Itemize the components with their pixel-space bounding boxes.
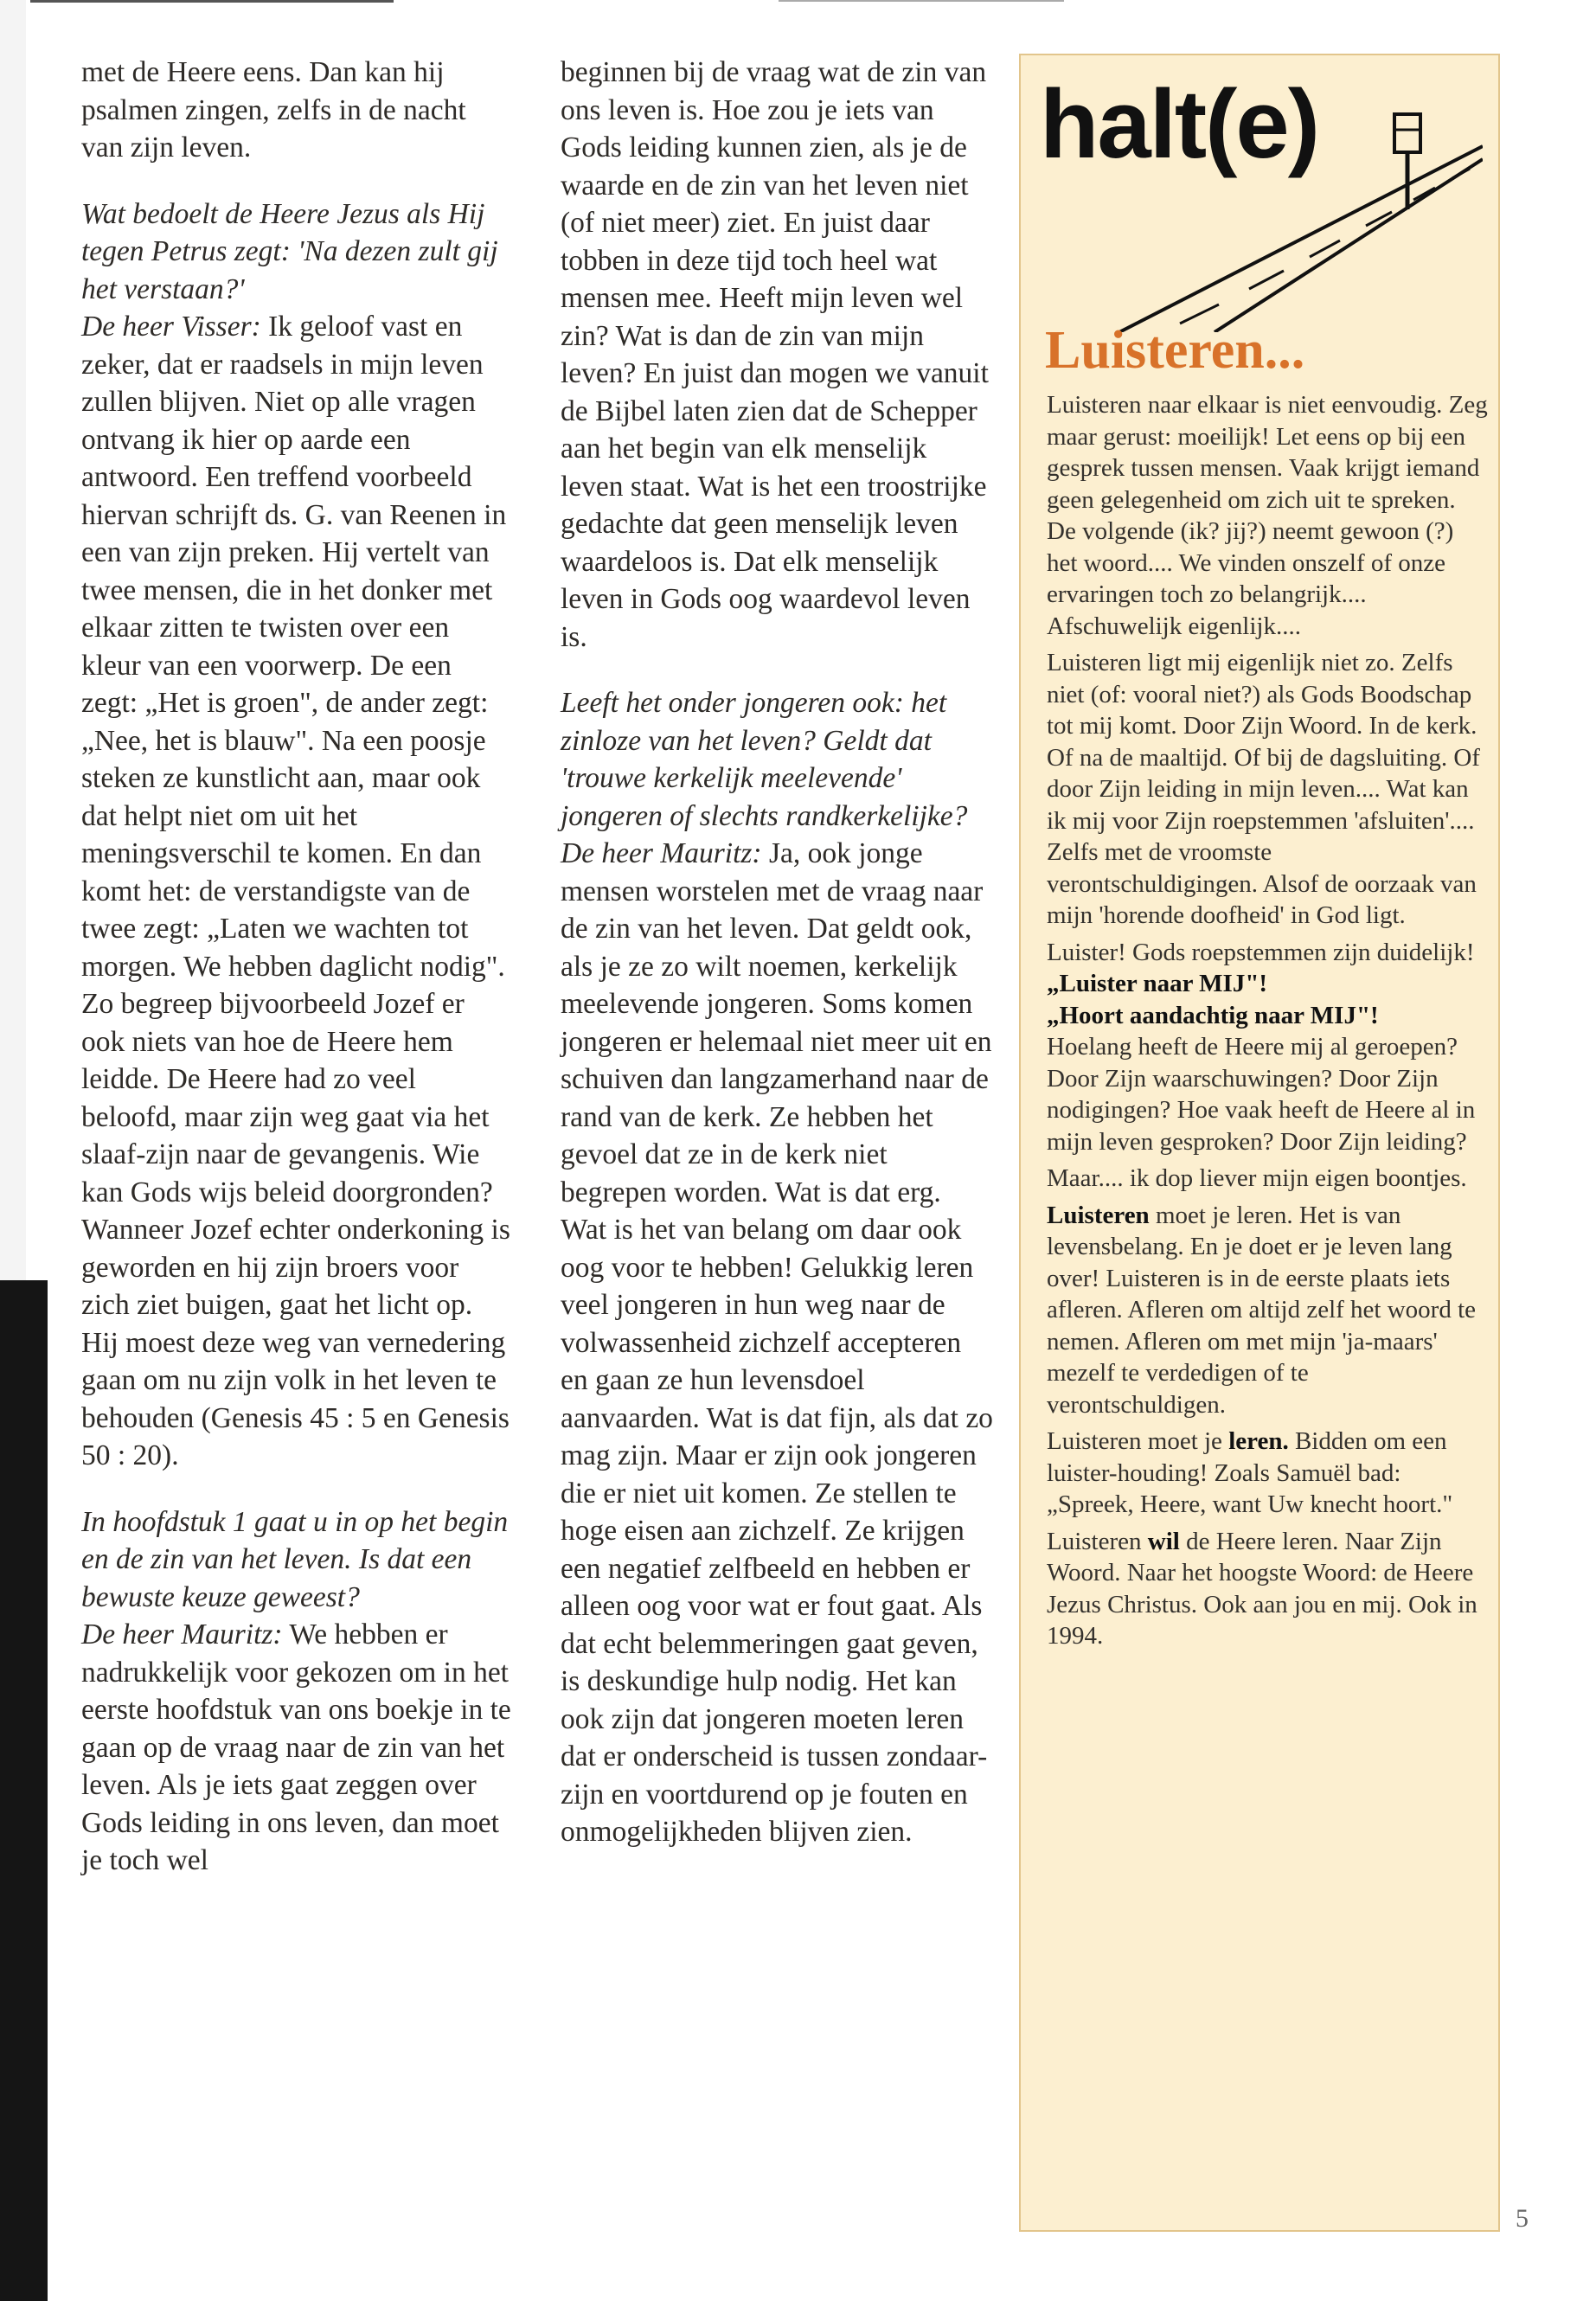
sidebar-box xyxy=(1019,54,1500,2232)
page-edge xyxy=(0,0,26,1280)
box-paragraph: Luisteren moet je leren. Het is van levensbelang. En je doet er je leven lang over! Luisteren is in de eerste plaats iets afleren. Afleren om altijd zelf het woord te nemen. Afleren om met mijn 'ja-maars' mezelf te verdedigen of te verontschuldigen. xyxy=(1047,1201,1477,1419)
top-rule-right xyxy=(779,0,1064,2)
answer xyxy=(561,835,993,1851)
text-column-1 xyxy=(81,54,514,1880)
answer xyxy=(81,308,514,1475)
interview-question: Wat bedoelt de Heere Jezus als Hij tegen Petrus zegt: 'Na dezen zult gij het verstaan?' xyxy=(81,197,498,305)
box-body xyxy=(1047,389,1488,1657)
speaker-label: De heer Mauritz: xyxy=(81,1618,283,1650)
bus-stop-sign-icon xyxy=(1394,114,1420,209)
box-paragraph: Luisteren wil de Heere leren. Naar Zijn Woord. Naar het hoogste Woord: de Heere Jezus Christus. Ook aan jou en mij. Ook in 1994. xyxy=(1047,1527,1477,1650)
logo-text: halt(e) xyxy=(1040,70,1318,178)
box-paragraph: Luister! Gods roepstemmen zijn duidelijk! „Luister naar MIJ"! „Hoort aandachtig naar MIJ"! Hoelang heeft de Heere mij al geroepen? Door Zijn waarschuwingen? Door Zijn nodigingen? Hoe vaak heeft de Heere al in mijn leven gesproken? Door Zijn leiding? xyxy=(1047,938,1476,1156)
speaker-label: De heer Visser: xyxy=(81,311,261,343)
binding-shadow xyxy=(0,1280,48,2301)
answer-text: We hebben er nadrukkelijk voor gekozen om in het eerste hoofdstuk van ons boekje in te gaan op de vraag naar de zin van het leven. Als je iets gaat zeggen over Gods leiding in ons leven, dan moet je toch wel xyxy=(81,1618,511,1876)
box-heading: Luisteren... xyxy=(1045,321,1305,380)
answer-text: Ja, ook jonge mensen worstelen met de vraag naar de zin van het leven. Dat geldt ook, als je ze zo wilt noemen, kerkelijk meelevende jongeren. Soms komen jongeren er helemaal niet meer uit en schuiven dan langzamerhand naar de rand van de kerk. Ze hebben het gevoel dat ze in de kerk niet begrepen worden. Wat is dat erg. Wat is het van belang om daar ook oog voor te hebben! Gelukkig leren veel jongeren in hun weg naar de volwassenheid zichzelf accepteren en gaan ze hun levensdoel aanvaarden. Wat is dat fijn, als dat zo mag zijn. Maar er zijn ook jongeren die er niet uit komen. Ze stellen te hoge eisen aan zichzelf. Ze krijgen een negatief zelfbeeld en hebben er alleen oog voor wat er fout gaat. Als dat echt belemmeringen gaat geven, is deskundige hulp nodig. Het kan ook zijn dat jongeren moeten leren dat er onderscheid is tussen zondaar-zijn en voortdurend op je fouten en onmogelijkheden blijven zien. xyxy=(561,837,993,1848)
bold-quote: „Luister naar MIJ"! xyxy=(1047,970,1268,997)
speaker-label: De heer Mauritz: xyxy=(561,837,762,869)
box-paragraph: Luisteren naar elkaar is niet eenvoudig. Zeg maar gerust: moeilijk! Let eens op bij een gesprek tussen mensen. Vaak krijgt iemand geen gelegenheid om zich uit te spreken. De volgende (ik? jij?) neemt gewoon (?) het woord.... We vinden onszelf of onze ervaringen toch zo belangrijk.... Afschuwelijk eigenlijk.... xyxy=(1047,391,1488,640)
text-column-2 xyxy=(561,54,993,1851)
interview-question: In hoofdstuk 1 gaat u in op het begin en de zin van het leven. Is dat een bewuste keuze geweest? xyxy=(81,1505,509,1613)
page-number: 5 xyxy=(1516,2204,1529,2233)
bold-quote: „Hoort aandachtig naar MIJ"! xyxy=(1047,1001,1379,1029)
interview-question: Leeft het onder jongeren ook: het zinloze van het leven? Geldt dat 'trouwe kerkelijk meelevende' jongeren of slechts randkerkelijke? xyxy=(561,687,968,832)
paragraph: met de Heere eens. Dan kan hij psalmen zingen, zelfs in de nacht van zijn leven. xyxy=(81,56,466,163)
box-paragraph: Luisteren ligt mij eigenlijk niet zo. Zelfs niet (of: vooral niet?) als Gods Boodschap tot mij komt. Door Zijn Woord. In de kerk. Of na de maaltijd. Of bij de dagsluiting. Of door Zijn leiding in mijn leven.... Wat kan ik mij voor Zijn roepstemmen 'afsluiten'.... Zelfs met de vroomste verontschuldigingen. Alsof de oorzaak van mijn 'horende doofheid' in God ligt. xyxy=(1047,649,1480,929)
top-rule xyxy=(30,0,394,3)
answer xyxy=(81,1616,514,1880)
answer-text: Ik geloof vast en zeker, dat er raadsels in mijn leven zullen blijven. Niet op alle vragen ontvang ik hier op aarde een antwoord. Een treffend voorbeeld hiervan schrijft ds. G. van Reenen in een van zijn preken. Hij vertelt van twee mensen, die in het donker met elkaar zitten te twisten over een kleur van een voorwerp. De een zegt: „Het is groen", de ander zegt: „Nee, het is blauw". Na een poosje steken ze kunstlicht aan, maar ook dat helpt niet om uit het meningsverschil te komen. En dan komt het: de verstandigste van de twee zegt: „Laten we wachten tot morgen. We hebben daglicht nodig". Zo begreep bijvoorbeeld Jozef er ook niets van hoe de Heere hem leidde. De Heere had zo veel beloofd, maar zijn weg gaat via het slaaf-zijn naar de gevangenis. Wie kan Gods wijs beleid doorgronden? Wanneer Jozef echter onderkoning is geworden en hij zijn broers voor zich ziet buigen, gaat het licht op. Hij moest deze weg van vernedering gaan om nu zijn volk in het leven te behouden (Genesis 45 : 5 en Genesis 50 : 20). xyxy=(81,311,510,1471)
box-paragraph: Maar.... ik dop liever mijn eigen boontjes. xyxy=(1047,1164,1467,1192)
paragraph: beginnen bij de vraag wat de zin van ons leven is. Hoe zou je iets van Gods leiding kunnen zien, als je de waarde en de zin van het leven niet (of niet meer) ziet. En juist daar tobben in deze tijd toch heel wat mensen mee. Heeft mijn leven wel zin? Wat is dan de zin van mijn leven? En juist dan mogen we vanuit de Bijbel laten zien dat de Schepper aan het begin van elk menselijk leven staat. Wat is het een troostrijke gedachte dat geen menselijk leven waardeloos is. Dat elk menselijk leven in Gods oog waardevol leven is. xyxy=(561,56,989,653)
box-paragraph: Luisteren moet je leren. Bidden om een luister-houding! Zoals Samuël bad: „Spreek, Heere, want Uw knecht hoort." xyxy=(1047,1427,1453,1518)
